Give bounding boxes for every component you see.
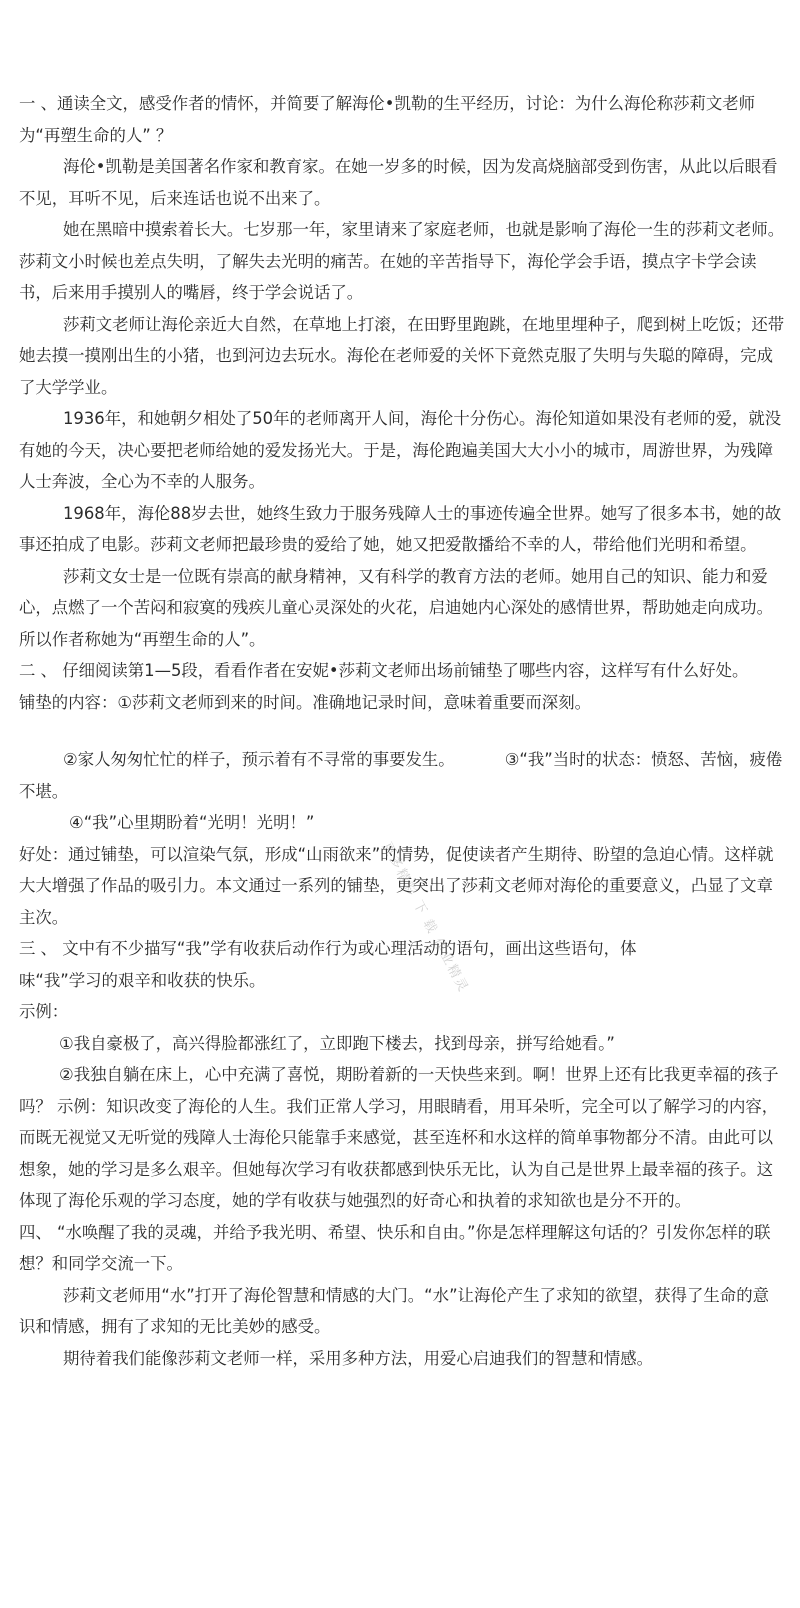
- content-item-3: ③“我”当时的状态：愤怒、苦恼，疲倦不堪。: [19, 750, 783, 801]
- content-items-2-3: [19, 744, 785, 807]
- question-4: 四、 “水唤醒了我的灵魂，并给予我光明、希望、快乐和自由。”你是怎样理解这句话的？引发你怎样的联想？和同学交流一下。: [19, 1222, 771, 1273]
- answer-paragraph: 海伦•凯勒是美国著名作家和教育家。在她一岁多的时候，因为发高烧脑部受到伤害，从此以后眼看不见，耳听不见，后来连话也说不出来了。: [19, 157, 778, 208]
- example-1: ①我自豪极了，高兴得脸都涨红了，立即跑下楼去，找到母亲，拼写给她看。”: [59, 1033, 615, 1053]
- answer-4-paragraph: 莎莉文老师用“水”打开了海伦智慧和情感的大门。“水”让海伦产生了求知的欲望，获得了生命的意识和情感，拥有了求知的无比美妙的感受。: [19, 1285, 769, 1336]
- question-3-line1: 三 、 文中有不少描写“我”学有收获后动作行为或心理活动的语句，画出这些语句，体: [19, 939, 637, 958]
- answer-4-paragraph: 期待着我们能像莎莉文老师一样，采用多种方法，用爱心启迪我们的智慧和情感。: [63, 1348, 654, 1368]
- example-label: 示例：: [19, 1002, 69, 1021]
- spacer: [19, 718, 785, 744]
- answer-paragraph: 她在黑暗中摸索着长大。七岁那一年，家里请来了家庭老师，也就是影响了海伦一生的莎莉文老师。莎莉文小时候也差点失明，了解失去光明的痛苦。在她的辛苦指导下，海伦学会手语，摸点字卡学会读书，后来用手摸别人的嘴唇，终于学会说话了。: [19, 220, 785, 302]
- content-intro: 铺垫的内容：①莎莉文老师到来的时间。准确地记录时间，意味着重要而深刻。: [19, 692, 591, 712]
- question-2: 二 、 仔细阅读第1—5段，看看作者在安妮•莎莉文老师出场前铺垫了哪些内容，这样写有什么好处。: [19, 661, 749, 680]
- answer-paragraph: 莎莉文老师让海伦亲近大自然，在草地上打滚，在田野里跑跳，在地里埋种子，爬到树上吃饭；还带她去摸一摸刚出生的小猪，也到河边去玩水。海伦在老师爱的关怀下竟然克服了失明与失聪的障碍，完成了大学学业。: [19, 314, 785, 397]
- question-1: 一 、通读全文，感受作者的情怀，并简要了解海伦•凯勒的生平经历，讨论：为什么海伦称莎莉文老师为“再塑生命的人” ？: [19, 94, 756, 145]
- example-2: ②我独自躺在床上，心中充满了喜悦，期盼着新的一天快些来到。啊！世界上还有比我更幸福的孩子吗？ 示例：知识改变了海伦的人生。我们正常人学习，用眼睛看，用耳朵听，完全可以了解学习的内容，而既无视觉又无听觉的残障人士海伦只能靠手来感觉，甚至连杯和水这样的简单事物都分不清。由此可以想象，她的学习是多么艰辛。但她每次学习有收获都感到快乐无比，认为自己是世界上最幸福的孩子。这体现了海伦乐观的学习态度，她的学有收获与她强烈的好奇心和执着的求知欲也是分不开的。: [19, 1065, 779, 1210]
- question-3-line2: 味“我”学习的艰辛和收获的快乐。: [19, 970, 266, 990]
- watermark: 更多精彩 下 载 作业精灵: [378, 840, 472, 996]
- answer-paragraph: 莎莉文女士是一位既有崇高的献身精神，又有科学的教育方法的老师。她用自己的知识、能力和爱心，点燃了一个苦闷和寂寞的残疾儿童心灵深处的火花，启迪她内心深处的感情世界，帮助她走向成功。所以作者称她为“再塑生命的人”。: [19, 566, 773, 649]
- content-item-2: ②家人匆匆忙忙的样子，预示着有不寻常的事要发生。: [63, 750, 455, 769]
- benefit-paragraph: 好处：通过铺垫，可以渲染气氛，形成“山雨欲来”的情势，促使读者产生期待、盼望的急迫心情。这样就大大增强了作品的吸引力。本文通过一系列的铺垫，更突出了莎莉文老师对海伦的重要意义，凸显了文章主次。: [19, 844, 774, 927]
- document-body: [19, 88, 785, 1374]
- content-item-4: ④“我”心里期盼着“光明！光明！”: [69, 813, 315, 832]
- answer-paragraph: 1936年，和她朝夕相处了50年的老师离开人间，海伦十分伤心。海伦知道如果没有老师的爱，就没有她的今天，决心要把老师给她的爱发扬光大。于是，海伦跑遍美国大大小小的城市，周游世界，为残障人士奔波，全心为不幸的人服务。: [19, 409, 782, 491]
- answer-paragraph: 1968年，海伦88岁去世，她终生致力于服务残障人士的事迹传遍全世界。她写了很多本书，她的故事还拍成了电影。莎莉文老师把最珍贵的爱给了她，她又把爱散播给不幸的人，带给他们光明和希望。: [19, 503, 782, 554]
